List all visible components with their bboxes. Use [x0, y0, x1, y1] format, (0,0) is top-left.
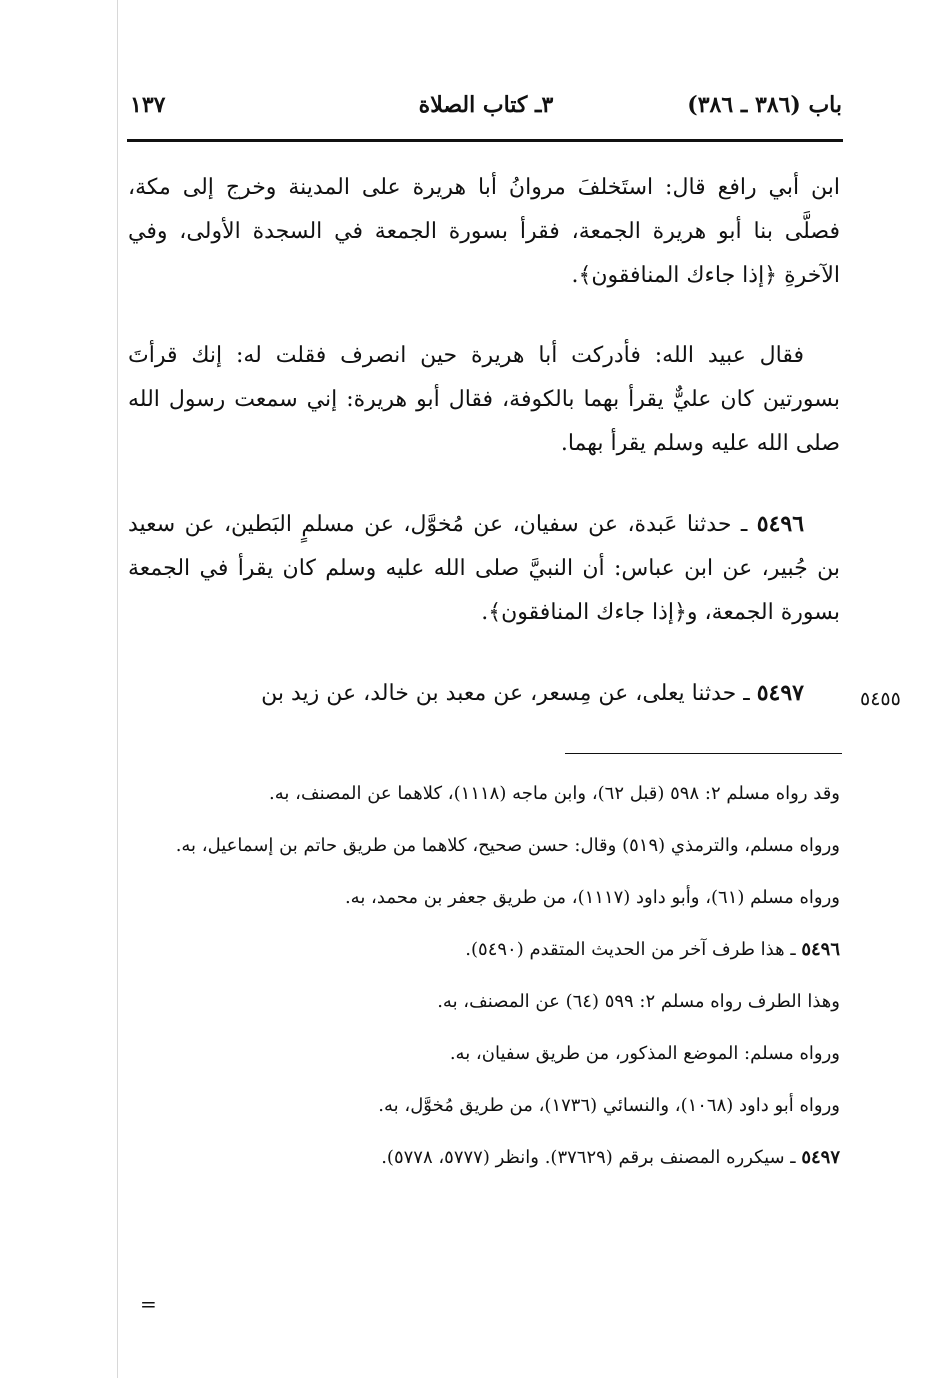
- hadith-paragraph: [128, 671, 840, 716]
- footnote: ورواه مسلم: الموضع المذكور، من طريق سفيان، به.: [449, 1043, 840, 1064]
- main-text: [128, 166, 840, 752]
- paragraph: فقال عبيد الله: فأدركت أبا هريرة حين انصرف فقلت له: إنك قرأتَ بسورتين كان عليٌّ يقرأ بهما بالكوفة، فقال أبو هريرة: إني سمعت رسول الله صلى الله عليه وسلم يقرأ بهما.: [128, 343, 840, 456]
- footnote: ورواه أبو داود (١٠٦٨)، والنسائي (١٧٣٦)، من طريق مُخوَّل، به.: [378, 1095, 840, 1116]
- footnote: وهذا الطرف رواه مسلم ٢: ٥٩٩ (٦٤) عن المصنف، به.: [437, 991, 840, 1012]
- hadith-text: ـ حدثنا يعلى، عن مِسعر، عن معبد بن خالد، عن زيد بن: [261, 681, 750, 706]
- footnotes: [128, 778, 840, 1194]
- hadith-text: ـ حدثنا عَبدة، عن سفيان، عن مُخوَّل، عن مسلمٍ البَطين، عن سعيد بن جُبير، عن ابن عباس: أن النبيَّ صلى الله عليه وسلم كان يقرأ في الجمعة بسورة الجمعة، و﴿إذا جاءك المنافقون﴾.: [128, 512, 840, 625]
- hadith-number: ٥٤٩٦: [756, 511, 805, 537]
- footnote: وقد رواه مسلم ٢: ٥٩٨ (قبل ٦٢)، وابن ماجه (١١١٨)، كلاهما عن المصنف، به.: [269, 783, 840, 804]
- footnote: ورواه مسلم (٦١)، وأبو داود (١١١٧)، من طريق جعفر بن محمد، به.: [344, 887, 840, 908]
- header-rule: [127, 139, 843, 142]
- page-header: [130, 92, 842, 124]
- footnote-text: ـ سيكرره المصنف برقم (٣٧٦٢٩). وانظر (٥٧٧٧، ٥٧٧٨).: [381, 1147, 796, 1168]
- page-number: ١٣٧: [130, 92, 166, 118]
- hadith-paragraph: [128, 502, 840, 635]
- footnote-rule: [565, 753, 842, 754]
- footnote-number: ٥٤٩٧: [801, 1147, 840, 1168]
- chapter-heading: باب (٣٨٦ ـ ٣٨٦): [687, 92, 842, 118]
- footnote: [128, 934, 840, 966]
- book-title: ٣ـ كتاب الصلاة: [418, 92, 554, 118]
- paragraph: ابن أبي رافع قال: استَخلفَ مروانُ أبا هريرة على المدينة وخرج إلى مكة، فصلَّى بنا أبو هريرة الجمعة، فقرأ بسورة الجمعة في السجدة الأولى، وفي الآخرةِ ﴿إذا جاءك المنافقون﴾.: [128, 175, 840, 288]
- footnote: [128, 1142, 840, 1174]
- footnote-text: ـ هذا طرف آخر من الحديث المتقدم (٥٤٩٠).: [465, 939, 796, 960]
- margin-number: ٥٤٥٥: [860, 688, 901, 710]
- hadith-number: ٥٤٩٧: [756, 680, 804, 706]
- continuation-mark: =: [140, 1292, 157, 1316]
- gutter-line: [117, 0, 118, 1378]
- footnote-number: ٥٤٩٦: [801, 939, 840, 960]
- footnote: ورواه مسلم، والترمذي (٥١٩) وقال: حسن صحيح، كلاهما من طريق حاتم بن إسماعيل، به.: [175, 835, 840, 856]
